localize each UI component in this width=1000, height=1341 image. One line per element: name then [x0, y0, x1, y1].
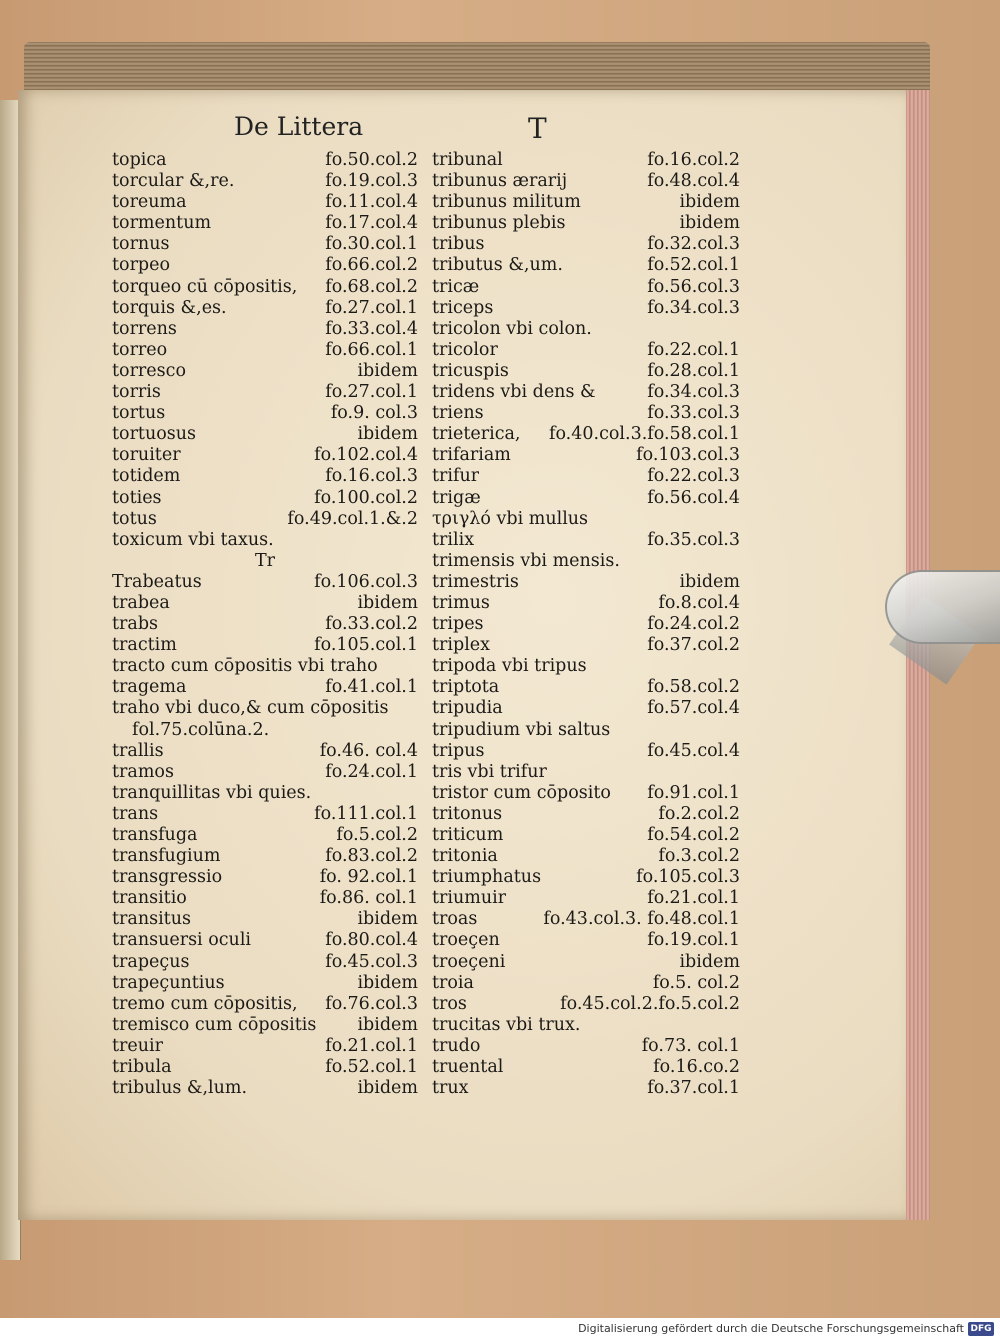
entry-reference: fo.30.col.1: [325, 234, 418, 255]
entry-term: tributus &,um.: [432, 255, 563, 276]
index-entry: [112, 930, 418, 951]
index-entry: [432, 150, 740, 171]
index-entry: [432, 572, 740, 593]
entry-term: triens: [432, 403, 484, 424]
index-entry: [112, 994, 418, 1015]
footer-credit: Digitalisierung gefördert durch die Deutsche Forschungsgemeinschaft: [578, 1322, 964, 1335]
entry-term: trimus: [432, 592, 490, 613]
entry-term: tricuspis: [432, 360, 509, 381]
entry-term: toruiter: [112, 445, 181, 466]
index-entry: [432, 930, 740, 951]
index-entry: [112, 445, 418, 466]
entry-term: troeçeni: [432, 951, 506, 972]
index-entry: [432, 1057, 740, 1078]
index-entry: [112, 867, 418, 888]
entry-reference: fo.34.col.3: [647, 297, 740, 318]
entry-reference: fo.19.col.3: [325, 171, 418, 192]
entry-term: tripes: [432, 614, 484, 635]
entry-term: topica: [112, 150, 167, 170]
entry-reference: fo.103.col.3: [636, 445, 740, 466]
index-entry: [432, 762, 740, 783]
entry-reference: fo.28.col.1: [647, 360, 740, 381]
entry-term: tripoda vbi tripus: [432, 656, 587, 677]
entry-term: transfugium: [112, 846, 221, 867]
index-entry: [112, 720, 418, 741]
entry-reference: fo.16.co.2: [653, 1057, 740, 1078]
entry-reference: fo.46. col.4: [319, 740, 418, 761]
index-entry: [432, 656, 740, 677]
index-entry: [112, 825, 418, 846]
entry-reference: ibidem: [357, 909, 418, 930]
entry-reference: fo.106.col.3: [314, 571, 418, 592]
entry-reference: fo.37.col.2: [647, 635, 740, 656]
entry-term: triumphatus: [432, 867, 542, 888]
entry-reference: fo.52.col.1: [325, 1057, 418, 1078]
entry-term: torqueo cū cōpositis,: [112, 276, 298, 297]
index-entry: [432, 741, 740, 762]
index-entry: [112, 1078, 418, 1099]
index-entry: [112, 635, 418, 656]
index-entry: [432, 509, 740, 530]
entry-term: treuir: [112, 1035, 163, 1056]
index-entry: [112, 277, 418, 298]
entry-reference: fo.35.col.3: [647, 529, 740, 550]
index-entry: [112, 783, 418, 804]
index-entry: [112, 298, 418, 319]
entry-term: transgressio: [112, 867, 223, 888]
entry-term: torrens: [112, 318, 177, 339]
entry-term: tribunus militum: [432, 192, 581, 213]
index-entry: [112, 150, 418, 171]
index-entry: [432, 825, 740, 846]
entry-term: tracto cum cōpositis vbi traho: [112, 656, 378, 677]
index-entry: [432, 361, 740, 382]
entry-reference: fo.52.col.1: [647, 255, 740, 276]
entry-reference: fo.33.col.4: [325, 318, 418, 339]
entry-term: transuersi oculi: [112, 930, 252, 951]
entry-term: toreuma: [112, 192, 187, 213]
entry-term: torresco: [112, 360, 186, 381]
entry-term: toties: [112, 487, 162, 508]
running-header-letter: T: [528, 112, 547, 145]
index-entry: [432, 635, 740, 656]
entry-reference: fo.57.col.4: [647, 698, 740, 719]
entry-term: tribulus &,lum.: [112, 1078, 248, 1099]
entry-term: traho vbi duco,& cum cōpositis: [112, 698, 389, 719]
entry-term: tranquillitas vbi quies.: [112, 782, 312, 803]
entry-term: tribunal: [432, 150, 503, 170]
entry-term: tragema: [112, 677, 187, 698]
index-entry: [432, 171, 740, 192]
entry-reference: fo.33.col.2: [325, 614, 418, 635]
entry-term: tristor cum cōposito: [432, 782, 611, 803]
index-entry: [432, 614, 740, 635]
entry-reference: fo.83.col.2: [325, 846, 418, 867]
entry-term: transitio: [112, 888, 187, 909]
entry-term: tribus: [432, 234, 485, 255]
entry-term: trucitas vbi trux.: [432, 1014, 581, 1035]
entry-term: trieterica,: [432, 424, 521, 445]
entry-term: trigæ: [432, 487, 481, 508]
index-entry: [112, 319, 418, 340]
index-entry: [432, 720, 740, 741]
index-entry: [112, 762, 418, 783]
entry-term: tricæ: [432, 276, 480, 297]
index-entry: [432, 466, 740, 487]
index-entry: [432, 255, 740, 276]
entry-term: totus: [112, 508, 157, 529]
index-entry: [112, 213, 418, 234]
entry-reference: fo.24.col.1: [325, 761, 418, 782]
index-entry: [432, 909, 740, 930]
entry-term: tortuosus: [112, 424, 197, 445]
entry-reference: ibidem: [679, 192, 740, 213]
entry-reference: fo.16.col.3: [325, 466, 418, 487]
index-entry: [432, 1078, 740, 1099]
entry-term: tremo cum cōpositis,: [112, 993, 298, 1014]
dfg-logo-icon: DFG: [968, 1322, 994, 1336]
index-entry: [112, 382, 418, 403]
entry-reference: fo.17.col.4: [325, 213, 418, 234]
index-entry: [432, 804, 740, 825]
index-entry: [112, 1036, 418, 1057]
index-entry: [432, 973, 740, 994]
index-column-left: [112, 150, 418, 1099]
index-entry: [432, 445, 740, 466]
entry-reference: fo.24.col.2: [647, 614, 740, 635]
entry-reference: fo.3.col.2: [658, 846, 740, 867]
entry-term: torris: [112, 382, 161, 403]
entry-reference: fo.73. col.1: [641, 1035, 740, 1056]
index-entry: [432, 277, 740, 298]
entry-reference: fo.45.col.2.fo.5.col.2: [560, 993, 740, 1014]
index-entry: [112, 488, 418, 509]
entry-reference: ibidem: [357, 360, 418, 381]
index-entry: [432, 867, 740, 888]
entry-term: transfuga: [112, 825, 198, 845]
entry-term: triplex: [432, 635, 491, 656]
entry-term: toxicum vbi taxus.: [112, 529, 274, 550]
entry-term: tricolor: [432, 339, 498, 360]
entry-reference: fo.50.col.2: [325, 150, 418, 170]
entry-reference: fo.80.col.4: [325, 930, 418, 951]
entry-term: trifariam: [432, 445, 511, 466]
entry-reference: fo.56.col.4: [647, 487, 740, 508]
index-entry: [432, 846, 740, 867]
entry-reference: fo.8.col.4: [658, 592, 740, 613]
entry-reference: fo.91.col.1: [647, 782, 740, 803]
entry-reference: fo.56.col.3: [647, 276, 740, 297]
entry-reference: fo.21.col.1: [647, 888, 740, 909]
entry-reference: ibidem: [357, 424, 418, 445]
entry-term: tornus: [112, 234, 170, 255]
index-entry: [112, 509, 418, 530]
entry-reference: fo.9. col.3: [330, 403, 418, 424]
entry-term: τριγλό vbi mullus: [432, 508, 589, 529]
index-entry: [112, 909, 418, 930]
index-entry: [112, 846, 418, 867]
index-entry: [112, 741, 418, 762]
index-entry: [112, 234, 418, 255]
index-entry: [112, 656, 418, 677]
entry-term: tortus: [112, 403, 166, 424]
entry-term: trimestris: [432, 571, 519, 592]
index-entry: [432, 488, 740, 509]
entry-reference: ibidem: [357, 1014, 418, 1035]
index-entry: [112, 804, 418, 825]
entry-reference: fo.49.col.1.&.2: [287, 508, 418, 529]
entry-reference: fo. 92.col.1: [319, 867, 418, 888]
entry-term: tramos: [112, 761, 174, 782]
entry-term: totidem: [112, 466, 181, 487]
index-entry: [432, 698, 740, 719]
index-entry: [432, 530, 740, 551]
entry-term: trifur: [432, 466, 480, 487]
index-entry: [432, 234, 740, 255]
entry-term: tris vbi trifur: [432, 761, 547, 782]
index-entry: [432, 424, 740, 445]
running-header-left: De Littera: [234, 112, 364, 141]
entry-term: tricolon vbi colon.: [432, 318, 592, 339]
page-clamp: [885, 570, 1000, 644]
entry-term: triceps: [432, 297, 494, 318]
entry-reference: fo.102.col.4: [314, 445, 418, 466]
index-entry: [112, 361, 418, 382]
entry-reference: fo.105.col.3: [636, 867, 740, 888]
entry-reference: fo.27.col.1: [325, 382, 418, 403]
footer-bar: [0, 1318, 1000, 1341]
entry-term: trans: [112, 803, 159, 824]
entry-reference: fo.40.col.3.fo.58.col.1: [548, 424, 740, 445]
entry-reference: fo.48.col.4: [647, 171, 740, 192]
entry-term: triticum: [432, 825, 504, 845]
entry-term: triumuir: [432, 888, 507, 909]
entry-reference: fo.58.col.2: [647, 677, 740, 698]
index-entry: [432, 994, 740, 1015]
entry-term: torcular &,re.: [112, 171, 235, 192]
entry-reference: ibidem: [679, 571, 740, 592]
index-entry: [432, 319, 740, 340]
index-entry: [432, 1015, 740, 1036]
entry-term: tribunus plebis: [432, 213, 566, 234]
entry-reference: ibidem: [679, 951, 740, 972]
entry-term: tripudia: [432, 698, 503, 719]
index-entry: [432, 888, 740, 909]
index-entry: [112, 614, 418, 635]
index-entry: [432, 593, 740, 614]
entry-reference: fo.11.col.4: [325, 192, 418, 213]
index-entry: [112, 698, 418, 719]
entry-term: trabea: [112, 592, 170, 613]
index-entry: [112, 171, 418, 192]
entry-reference: fo.5. col.2: [652, 972, 740, 993]
index-entry: [112, 530, 418, 551]
index-entry: [112, 677, 418, 698]
entry-term: tractim: [112, 635, 177, 656]
entry-term: truental: [432, 1057, 504, 1078]
entry-reference: ibidem: [357, 972, 418, 993]
entry-reference: fo.22.col.1: [647, 339, 740, 360]
entry-term: tripus: [432, 740, 485, 761]
index-entry: [112, 192, 418, 213]
entry-term: trallis: [112, 740, 164, 761]
entry-term: trabs: [112, 614, 159, 635]
index-entry: [112, 888, 418, 909]
entry-reference: fo.34.col.3: [647, 382, 740, 403]
entry-reference: fo.68.col.2: [325, 276, 418, 297]
index-entry: [432, 551, 740, 572]
index-entry: [112, 952, 418, 973]
entry-reference: fo.100.col.2: [314, 487, 418, 508]
index-entry: [432, 213, 740, 234]
entry-reference: fo.16.col.2: [647, 150, 740, 170]
entry-term: tormentum: [112, 213, 212, 234]
entry-reference: ibidem: [357, 592, 418, 613]
entry-term: trilix: [432, 529, 475, 550]
entry-reference: fo.86. col.1: [319, 888, 418, 909]
entry-reference: fo.5.col.2: [336, 825, 418, 845]
entry-term: trux: [432, 1078, 469, 1099]
entry-reference: fo.19.col.1: [647, 930, 740, 951]
entry-term: Tr: [254, 550, 276, 571]
entry-term: troia: [432, 972, 474, 993]
entry-term: tritonia: [432, 846, 498, 867]
index-entry: [432, 952, 740, 973]
entry-reference: fo.45.col.4: [647, 740, 740, 761]
entry-reference: ibidem: [357, 1078, 418, 1099]
index-entry: [112, 572, 418, 593]
entry-reference: fo.66.col.2: [325, 255, 418, 276]
index-entry: [112, 551, 418, 572]
entry-term: tros: [432, 993, 467, 1014]
index-entry: [112, 1057, 418, 1078]
entry-term: Trabeatus: [112, 571, 202, 592]
index-entry: [112, 403, 418, 424]
entry-term: trapeçus: [112, 951, 190, 972]
entry-reference: fo.45.col.3: [325, 951, 418, 972]
entry-term: triptota: [432, 677, 500, 698]
entry-reference: ibidem: [679, 213, 740, 234]
index-entry: [432, 298, 740, 319]
entry-reference: fo.54.col.2: [647, 825, 740, 845]
entry-term: fol.75.colūna.2.: [132, 719, 270, 740]
entry-reference: fo.2.col.2: [658, 803, 740, 824]
index-entry: [112, 466, 418, 487]
entry-term: tripudium vbi saltus: [432, 719, 611, 740]
entry-reference: fo.76.col.3: [325, 993, 418, 1014]
index-column-right: [432, 150, 740, 1099]
entry-term: tribunus ærarij: [432, 171, 568, 192]
index-entry: [112, 1015, 418, 1036]
entry-term: troeçen: [432, 930, 500, 951]
entry-reference: fo.33.col.3: [647, 403, 740, 424]
entry-term: transitus: [112, 909, 191, 930]
entry-reference: fo.111.col.1: [314, 803, 418, 824]
index-entry: [432, 677, 740, 698]
index-entry: [432, 340, 740, 361]
index-entry: [112, 340, 418, 361]
entry-reference: fo.22.col.3: [647, 466, 740, 487]
entry-term: troas: [432, 909, 478, 930]
index-entry: [112, 255, 418, 276]
index-entry: [432, 1036, 740, 1057]
entry-term: trimensis vbi mensis.: [432, 550, 620, 571]
entry-term: tridens vbi dens &: [432, 382, 596, 403]
entry-reference: fo.37.col.1: [647, 1078, 740, 1099]
index-entry: [432, 403, 740, 424]
entry-reference: fo.66.col.1: [325, 339, 418, 360]
entry-term: tritonus: [432, 803, 503, 824]
entry-term: tribula: [112, 1057, 172, 1078]
entry-term: trudo: [432, 1035, 481, 1056]
entry-term: torpeo: [112, 255, 171, 276]
entry-reference: fo.21.col.1: [325, 1035, 418, 1056]
index-entry: [432, 783, 740, 804]
entry-reference: fo.41.col.1: [325, 677, 418, 698]
entry-term: torreo: [112, 339, 168, 360]
index-entry: [112, 424, 418, 445]
index-entry: [432, 382, 740, 403]
index-entry: [112, 593, 418, 614]
entry-reference: fo.43.col.3. fo.48.col.1: [543, 909, 740, 930]
entry-term: torquis &,es.: [112, 297, 227, 318]
entry-reference: fo.105.col.1: [314, 635, 418, 656]
index-entry: [432, 192, 740, 213]
index-entry: [112, 973, 418, 994]
entry-term: tremisco cum cōpositis: [112, 1014, 317, 1035]
entry-term: trapeçuntius: [112, 972, 225, 993]
entry-reference: fo.32.col.3: [647, 234, 740, 255]
entry-reference: fo.27.col.1: [325, 297, 418, 318]
